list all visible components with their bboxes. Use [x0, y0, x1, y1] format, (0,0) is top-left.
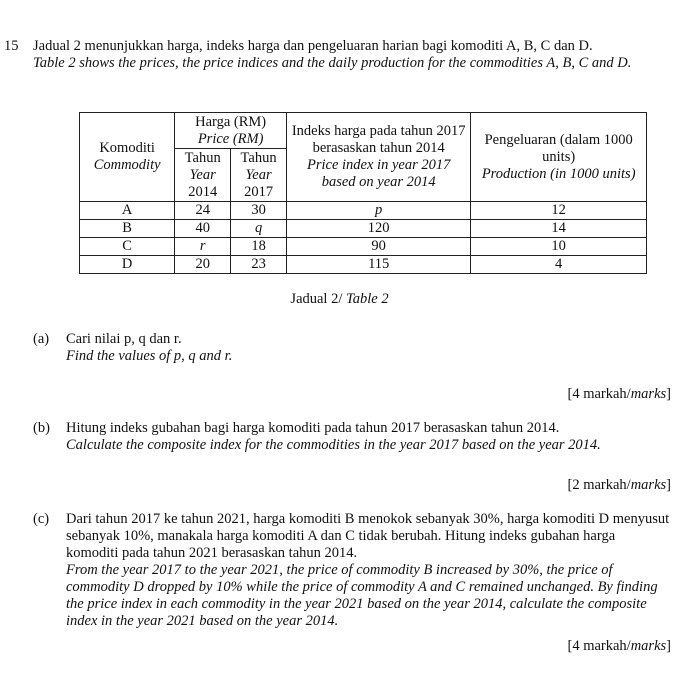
header-production-en: Production (in 1000 units)	[481, 165, 636, 182]
part-b-ms: Hitung indeks gubahan bagi harga komoditi pada tahun 2017 berasaskan tahun 2014.	[66, 420, 560, 436]
table-row	[80, 220, 647, 238]
cell-production: 4	[471, 256, 647, 274]
table-row	[80, 238, 647, 256]
header-price-index	[287, 113, 471, 202]
cell-index: p	[287, 202, 471, 220]
part-c-text	[66, 511, 671, 630]
header-commodity	[80, 113, 175, 202]
part-a-ms: Cari nilai p, q dan r.	[66, 331, 182, 347]
marks-text: [2 markah/	[567, 477, 631, 493]
part-c-ms: Dari tahun 2017 ke tahun 2021, harga komoditi B menokok sebanyak 30%, harga komoditi D menyusut sebanyak 10%, manakala harga komoditi A dan C tidak berubah. Hitung indeks gubahan harga komoditi pada tahun 2021 berasaskan tahun 2014.	[66, 511, 670, 561]
year-label-ms: Tahun	[184, 149, 221, 166]
marks-text: [4 markah/	[567, 386, 631, 402]
cell-index: 120	[287, 220, 471, 238]
cell-price-2017: 23	[231, 256, 287, 274]
part-c-en: From the year 2017 to the year 2021, the price of commodity B increased by 30%, the price of commodity D dropped by 10% while the price of commodity A and C remained unchanged. By finding the price index in each commodity in the year 2021 based on the year 2014, calculate the composite index in the year 2021 based on the year 2014.	[66, 562, 658, 629]
marks-en: marks	[630, 477, 667, 493]
cell-production: 12	[471, 202, 647, 220]
cell-price-2014: 40	[175, 220, 231, 238]
marks-close: ]	[666, 638, 671, 654]
year-value: 2017	[244, 183, 274, 200]
marks-text: [4 markah/	[567, 638, 631, 654]
year-label-en: Year	[189, 166, 216, 183]
commodity-table	[79, 112, 647, 274]
cell-production: 14	[471, 220, 647, 238]
cell-commodity: C	[80, 238, 175, 256]
marks-close: ]	[666, 477, 671, 493]
question-number: 15	[4, 38, 19, 54]
header-price	[175, 113, 287, 149]
cell-commodity: D	[80, 256, 175, 274]
header-price-en: Price (RM)	[197, 130, 264, 147]
part-b-label: (b)	[33, 420, 50, 436]
cell-price-2017: 18	[231, 238, 287, 256]
part-a-en: Find the values of p, q and r.	[66, 348, 233, 364]
cell-price-2017: 30	[231, 202, 287, 220]
caption-ms: Jadual 2/	[290, 291, 343, 307]
marks-close: ]	[666, 386, 671, 402]
table-row	[80, 202, 647, 220]
cell-price-2014: 20	[175, 256, 231, 274]
part-c-marks	[567, 638, 671, 655]
cell-price-2014: 24	[175, 202, 231, 220]
cell-commodity: A	[80, 202, 175, 220]
part-b-marks	[567, 477, 671, 494]
year-label-en: Year	[245, 166, 272, 183]
header-index-en: Price index in year 2017 based on year 2014	[307, 157, 451, 190]
header-commodity-en: Commodity	[93, 157, 161, 173]
header-index-ms: Indeks harga pada tahun 2017 berasaskan tahun 2014	[291, 123, 466, 156]
header-production	[471, 113, 647, 202]
header-commodity-ms: Komoditi	[99, 140, 155, 156]
part-b-text	[66, 420, 671, 454]
year-value: 2014	[188, 183, 218, 200]
table-row	[80, 256, 647, 274]
cell-price-2014: r	[175, 238, 231, 256]
marks-en: marks	[630, 386, 667, 402]
intro-malay: Jadual 2 menunjukkan harga, indeks harga dan pengeluaran harian bagi komoditi A, B, C dan D.	[33, 38, 593, 54]
part-b-en: Calculate the composite index for the commodities in the year 2017 based on the year 2014.	[66, 437, 601, 453]
header-production-ms: Pengeluaran (dalam 1000 units)	[484, 131, 633, 165]
header-year-2017	[231, 149, 287, 202]
cell-price-2017: q	[231, 220, 287, 238]
caption-en: Table 2	[346, 291, 389, 307]
marks-en: marks	[630, 638, 667, 654]
cell-index: 90	[287, 238, 471, 256]
header-price-ms: Harga (RM)	[195, 113, 267, 130]
intro-english: Table 2 shows the prices, the price indices and the daily production for the commodities A, B, C and D.	[33, 55, 632, 71]
cell-index: 115	[287, 256, 471, 274]
cell-commodity: B	[80, 220, 175, 238]
year-label-ms: Tahun	[240, 149, 277, 166]
part-c-label: (c)	[33, 511, 50, 527]
header-year-2014	[175, 149, 231, 202]
part-a-marks	[567, 386, 671, 403]
table-caption	[0, 291, 679, 308]
part-a-text	[66, 331, 671, 365]
table-header-row	[80, 113, 647, 149]
question-intro	[33, 38, 673, 72]
cell-production: 10	[471, 238, 647, 256]
part-a-label: (a)	[33, 331, 50, 347]
